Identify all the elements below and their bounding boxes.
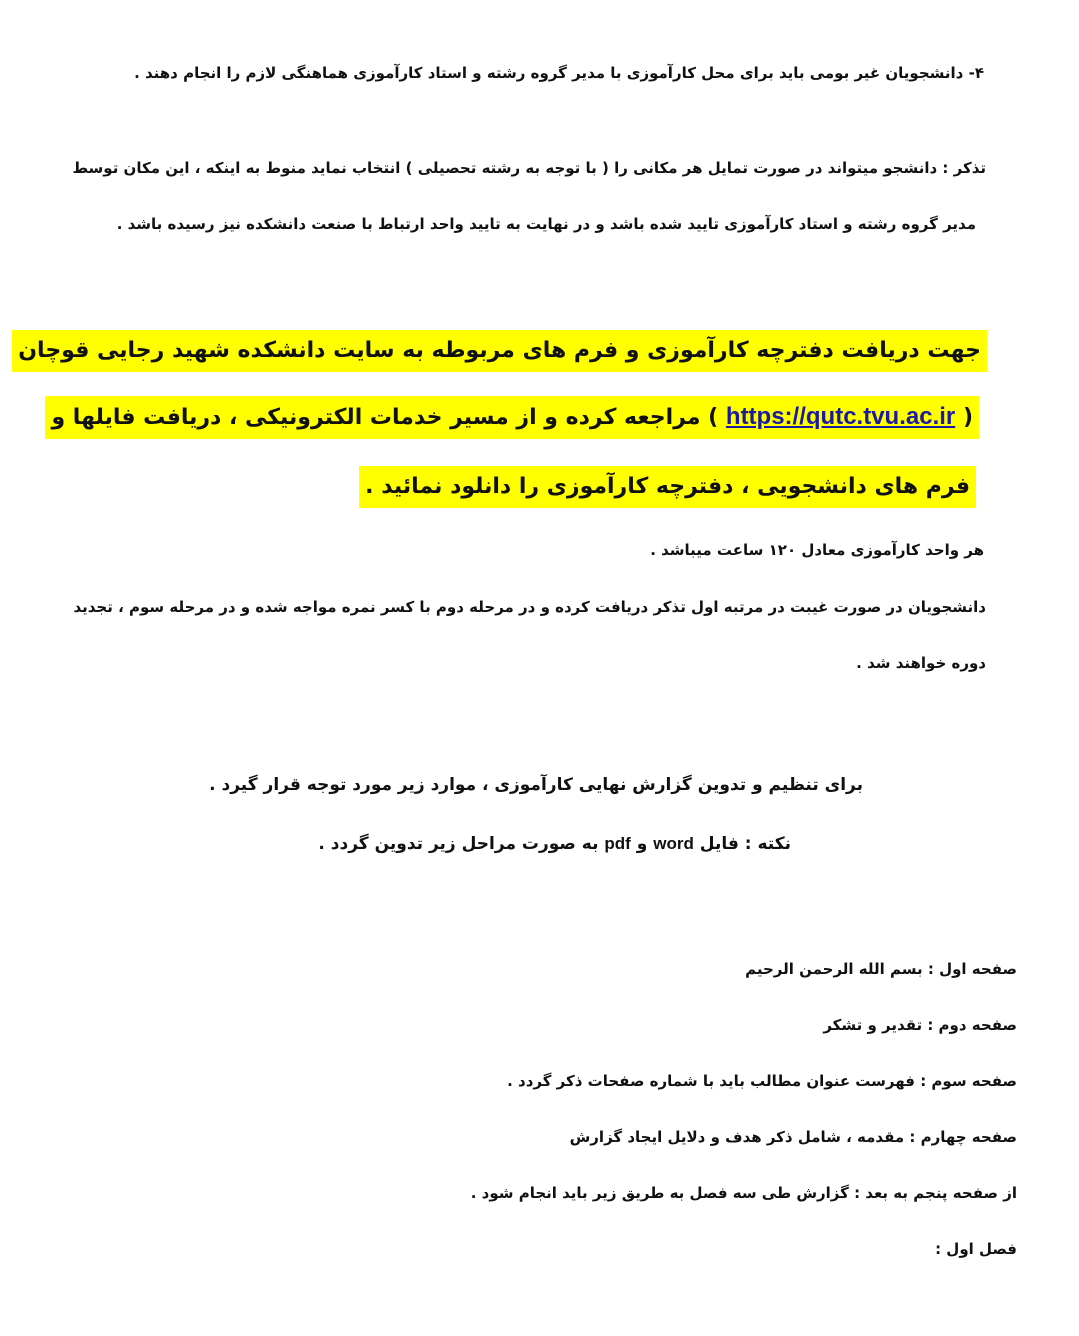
paren-open: (	[962, 405, 973, 430]
highlight-line-2-rest: ) مراجعه کرده و از مسیر خدمات الکترونیکی ، دریافت فایلها و	[51, 405, 719, 430]
highlight-line-3: فرم های دانشجویی ، دفترچه کارآموزی را دانلود نمائید .	[359, 466, 976, 508]
and-label: و	[636, 834, 648, 854]
reminder-line-2: مدیر گروه رشته و استاد کارآموزی تایید شده باشد و در نهایت به تایید واحد ارتباط با صنعت دانشکده نیز رسیده باشد .	[116, 215, 976, 233]
page-item-4: صفحه چهارم : مقدمه ، شامل ذکر هدف و دلایل ایجاد گزارش	[569, 1128, 1017, 1146]
site-link[interactable]: https://qutc.tvu.ac.ir	[725, 403, 956, 430]
absence-line-2: دوره خواهند شد .	[856, 654, 986, 672]
note-suffix: به صورت مراحل زیر تدوین گردد .	[318, 834, 599, 854]
reminder-line-1: تذکر : دانشجو میتواند در صورت تمایل هر مکانی را ( با توجه به رشته تحصیلی ) انتخاب نماید منوط به اینکه ، این مکان توسط	[72, 159, 986, 177]
highlight-line-2	[45, 396, 979, 439]
report-note	[318, 831, 791, 857]
absence-line-1: دانشجویان در صورت غیبت در مرتبه اول تذکر دریافت کرده و در مرحله دوم با کسر نمره مواجه شده و در مرحله سوم ، تجدید	[73, 598, 986, 616]
note-prefix: نکته : فایل	[699, 834, 791, 854]
hours-note: هر واحد کارآموزی معادل ۱۲۰ ساعت میباشد .	[650, 541, 984, 559]
word-label: word	[653, 834, 694, 853]
page-item-3: صفحه سوم : فهرست عنوان مطالب باید با شماره صفحات ذکر گردد .	[507, 1072, 1017, 1090]
page-item-5: از صفحه پنجم به بعد : گزارش طی سه فصل به طریق زیر باید انجام شود .	[470, 1184, 1017, 1202]
pdf-label: pdf	[604, 834, 631, 853]
page-item-2: صفحه دوم : تقدیر و تشکر	[823, 1016, 1017, 1034]
item-4-text: ۴- دانشجویان غیر بومی باید برای محل کارآموزی با مدیر گروه رشته و استاد کارآموزی هماهنگی لازم را انجام دهند .	[134, 64, 984, 82]
report-intro: برای تنظیم و تدوین گزارش نهایی کارآموزی ، موارد زیر مورد توجه قرار گیرد .	[209, 775, 863, 795]
page-item-1: صفحه اول : بسم الله الرحمن الرحیم	[745, 960, 1017, 978]
page-item-6: فصل اول :	[935, 1240, 1017, 1258]
highlight-line-1: جهت دریافت دفترچه کارآموزی و فرم های مربوطه به سایت دانشکده شهید رجایی قوچان	[12, 330, 987, 372]
